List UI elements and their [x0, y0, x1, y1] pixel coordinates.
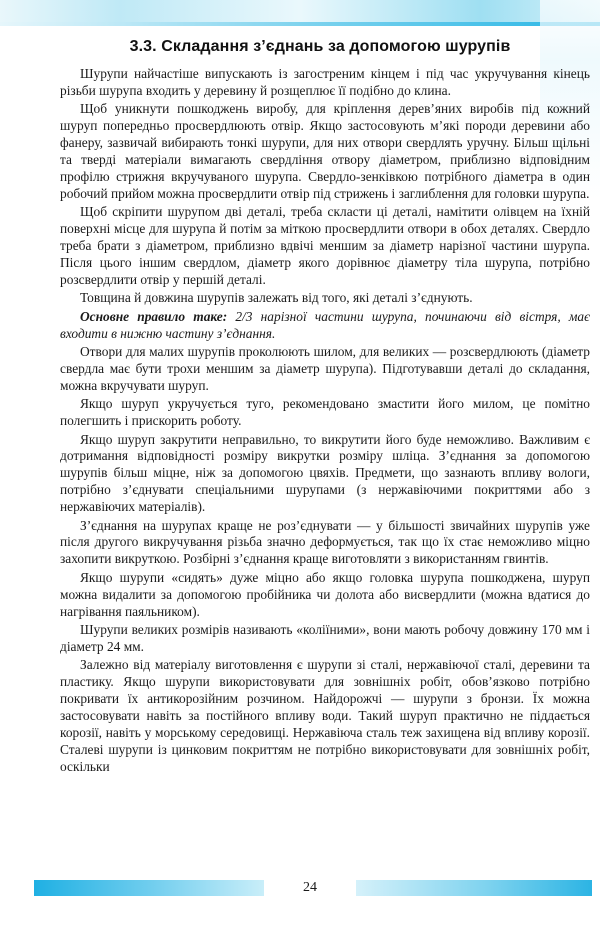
- body-text: [60, 66, 590, 777]
- rule-text: нарізної частини шурупа, починаючи від вістря, має входити в нижню частину з’єднання.: [60, 308, 590, 341]
- bottom-band-left: [34, 880, 264, 896]
- paragraph: Товщина й довжина шурупів залежать від того, які деталі з’єднують.: [80, 290, 473, 306]
- rule-lead: Основне правило таке:: [80, 308, 228, 324]
- top-decorative-band: [0, 0, 600, 26]
- paragraph: Якщо шурупи «сидять» дуже міцно або якщо головка шурупа пошкоджена, шуруп можна видалити за допомогою пробійника чи долота або висвердлити (можна вдатися до нагрівання паяльником).: [60, 569, 590, 619]
- paragraph: Отвори для малих шурупів проколюють шилом, для великих — розсвердлюють (діаметр свердла має бути трохи меншим за діаметр шурупа). Підготувавши деталі до складання, можна вкручувати шуруп.: [60, 344, 590, 393]
- paragraph: Шурупи найчастіше випускають із загостреним кінцем і під час укручування кінець різьби шурупа входить у деревину й розщеплює її подібно до клина.: [60, 66, 590, 98]
- page-number: 24: [303, 880, 317, 895]
- rule-fraction: 2/3: [235, 308, 253, 324]
- paragraph: Залежно від матеріалу виготовлення є шурупи зі сталі, нержавіючої сталі, деревини та пластику. Якщо шурупи використовувати для зовнішніх робіт, обов’язково потрібно покривати їх антикорозійним розчином. Найдорожчі — шурупи з бронзи. Їх можна застосовувати навіть за постійного впливу води. Такий шуруп практично не піддається корозії, навіть у морському середовищі. Нержавіюча сталь теж захищена від впливу корозії. Сталеві шурупи із цинковим покриттям не потрібно використовувати для зовнішніх робіт, оскільки: [60, 657, 590, 774]
- paragraph: Якщо шуруп закрутити неправильно, то викрутити його буде неможливо. Важливим є дотримання відповідності розміру викрутки розміру шліца. З’єднання за допомогою шурупів більш міцне, ніж за допомогою цвяхів. Предмети, що зазнають впливу вологи, потрібно з’єднувати спеціальними шурупами (з нержавіючими покриттями або з нержавіючих матеріалів).: [60, 431, 590, 515]
- paragraph: Шурупи великих розмірів називають «коліїними», вони мають робочу довжину 170 мм і діаметр 24 мм.: [60, 622, 590, 654]
- paragraph: З’єднання на шурупах краще не роз’єднувати — у більшості звичайних шурупів уже після другого викручування різьба значно деформується, так що їх стає неможливо міцно захопити викруткою. Розбірні з’єднання краще виготовляти з використанням гвинтів.: [60, 517, 590, 567]
- paragraph: Якщо шуруп укручується туго, рекомендовано змастити його милом, це помітно полегшить і прискорить роботу.: [60, 396, 590, 429]
- main-rule: [60, 309, 590, 343]
- bottom-band-right: [356, 880, 592, 896]
- paragraph: Щоб скріпити шурупом дві деталі, треба скласти ці деталі, намітити олівцем на їхній поверхні місце для шурупа й потім за міткою просвердлити отвори в обох деталях. Свердло треба брати з діаметром, приблизно вдвічі меншим за діаметр нарізної частини шурупа. Після цього іншим свердлом, діаметр якого дорівнює діаметру тіла шурупа, потрібно розсвердлити отвір у першій деталі.: [60, 204, 590, 287]
- paragraph: Щоб уникнути пошкоджень виробу, для кріплення дерев’яних виробів під кожний шуруп попередньо просвердлюють отвір. Якщо застосовують м’які породи деревини або фанеру, зазвичай вибирають тонкі шурупи, для них отвори свердлять уручну. Більш щільні та тверді матеріали вимагають свердління отвору діаметром, приблизно відповідним профілю стрижня вкручуваного шурупа. Свердло-зенківкою потрібного діаметра в один робочий прийом можна просвердлити отвір під стрижень і заглиблення для головки шурупа.: [60, 101, 590, 201]
- section-title: 3.3. Складання з’єднань за допомогою шурупів: [129, 38, 511, 55]
- top-band-stripe: [0, 22, 600, 26]
